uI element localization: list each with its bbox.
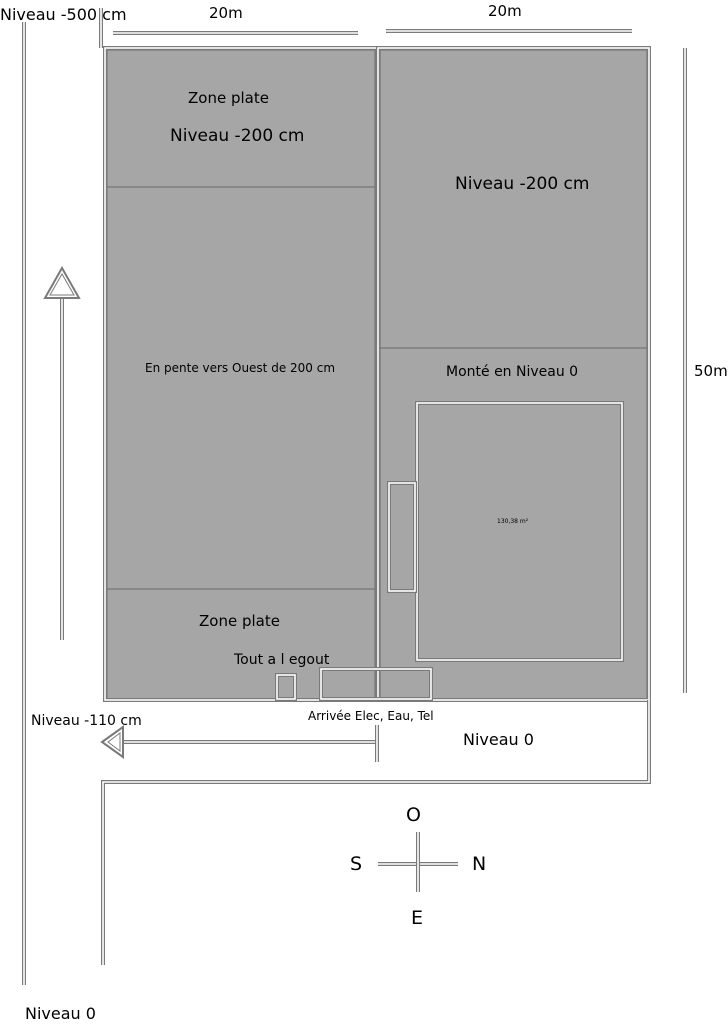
zone-plate-top [107, 50, 375, 187]
label-monte-niveau: Monté en Niveau 0 [446, 364, 579, 380]
label-slope: En pente vers Ouest de 200 cm [145, 361, 336, 375]
label-dim-width-right: 20m [488, 2, 522, 20]
arrow-up-icon [45, 268, 79, 640]
zone-level-minus-200-right [380, 50, 647, 348]
compass-label-right: N [472, 853, 487, 875]
label-egout: Tout a l egout [234, 652, 330, 668]
label-level-minus-200-right: Niveau -200 cm [455, 174, 590, 194]
label-top-left-level: Niveau -500 cm [0, 5, 127, 24]
arrow-left-icon [102, 725, 377, 762]
label-level-minus-110: Niveau -110 cm [31, 713, 142, 729]
label-zone-plate-bottom: Zone plate [199, 612, 280, 630]
label-level-0-bottom: Niveau 0 [25, 1004, 96, 1023]
label-level-0-right: Niveau 0 [463, 730, 534, 749]
zone-slope [107, 187, 375, 589]
label-dim-width-left: 20m [209, 4, 243, 22]
label-arrivee: Arrivée Elec, Eau, Tel [308, 709, 434, 723]
compass-label-left: S [350, 853, 363, 875]
zone-plate-bottom [107, 589, 375, 699]
label-zone-plate-top: Zone plate [188, 89, 269, 107]
compass-label-top: O [406, 804, 421, 826]
compass-label-bottom: E [411, 907, 424, 929]
label-level-minus-200-left: Niveau -200 cm [170, 126, 305, 146]
label-dim-height: 50m [694, 362, 728, 380]
compass-cross-icon [378, 832, 458, 892]
label-area: 130,38 m² [497, 518, 529, 525]
